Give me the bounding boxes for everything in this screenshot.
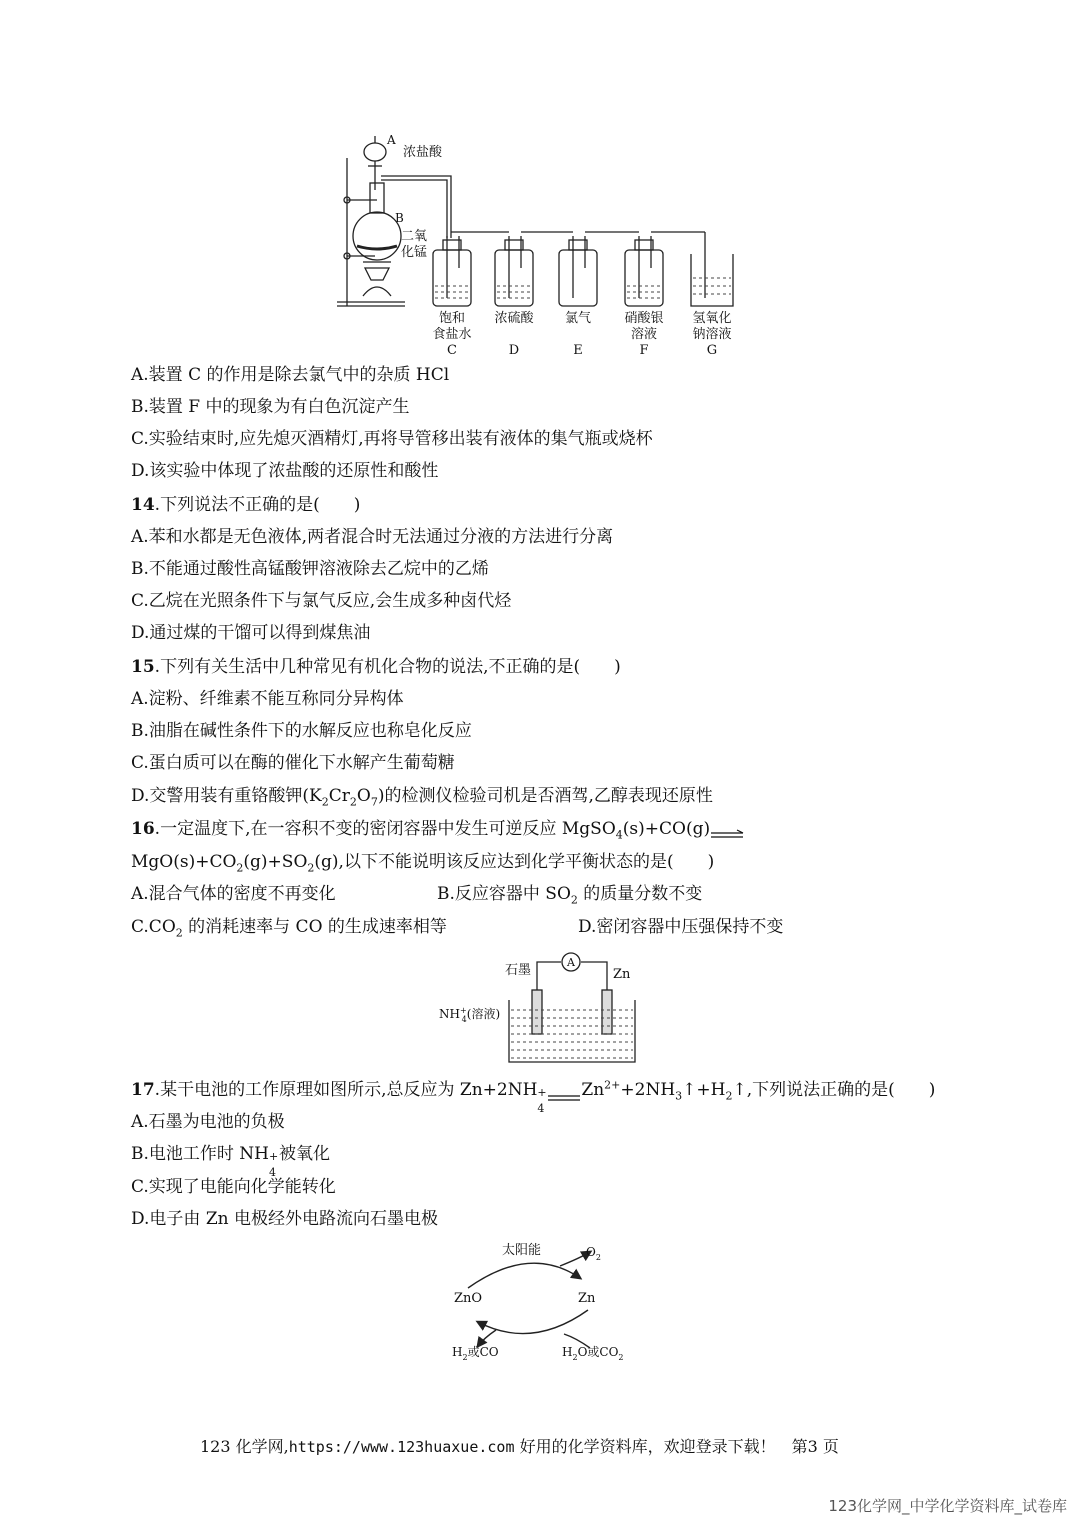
footer-link[interactable]: https://www.123huaxue.com [288,1438,515,1456]
q13-option-d: D.该实验中体现了浓盐酸的还原性和酸性 [131,461,439,481]
ammeter-label: A [567,956,575,969]
beaker-g-letter: G [706,343,718,358]
bottle-e [559,236,597,306]
beaker-g [691,232,733,306]
q13-option-c: C.实验结束时,应先熄灭酒精灯,再将导管移出装有液体的集气瓶或烧杯 [131,429,653,449]
bottle-f-label-2: 溶液 [630,327,658,342]
q15-option-c: C.蛋白质可以在酶的催化下水解产生葡萄糖 [131,753,455,773]
bottle-d [495,236,533,306]
q13-option-a: A.装置 C 的作用是除去氯气中的杂质 HCl [131,365,450,385]
bottle-c-letter: C [447,343,457,358]
bottle-c-label-2: 食盐水 [432,327,472,342]
equilibrium-arrow-icon [710,824,744,836]
label-b: B [395,211,404,225]
q14-option-b: B.不能通过酸性高锰酸钾溶液除去乙烷中的乙烯 [131,559,489,579]
q14-stem: 14.下列说法不正确的是( ) [131,495,361,515]
label-a: A [387,133,396,147]
cell-diagram [437,950,647,1068]
apparatus-diagram [335,128,745,360]
q15-option-a: A.淀粉、纤维素不能互称同分异构体 [131,689,404,709]
q13-option-b: B.装置 F 中的现象为有白色沉淀产生 [131,397,410,417]
apparatus-figure [335,128,745,360]
label-conc-hcl: 浓盐酸 [403,145,443,160]
bottle-f [625,236,663,306]
cycle-diagram [440,1238,640,1362]
bottle-d-letter: D [508,343,520,358]
q17-stem: 17.某干电池的工作原理如图所示,总反应为 Zn+2NH + 4 $Zn^{2+}+2NH_3↑+H_2↑$,下列说法正确的是( ) [131,1078,936,1115]
bottle-f-letter: F [639,343,649,358]
q16-option-b: B.反应容器中 $SO_2$ 的质量分数不变 [437,884,703,907]
q15-option-b: B.油脂在碱性条件下的水解反应也称皂化反应 [131,721,472,741]
q15-stem: 15.下列有关生活中几种常见有机化合物的说法,不正确的是( ) [131,657,621,677]
cell-graphite-label: 石墨 [505,963,532,978]
cell-figure [437,950,647,1068]
q17-option-b: B.电池工作时 NH + 4 被氧化 [131,1144,331,1179]
q16-option-d: D.密闭容器中压强保持不变 [578,917,784,937]
o2-label: $O_2$ [586,1245,601,1262]
zn-label: Zn [578,1291,596,1306]
q14-option-a: A.苯和水都是无色液体,两者混合时无法通过分液的方法进行分离 [131,527,614,547]
q17-option-a: A.石墨为电池的负极 [131,1112,285,1132]
watermark-text: 123化学网_中学化学资料库_试卷库 [828,1497,1067,1515]
bottle-e-label-1: 氯气 [564,311,592,326]
q16-stem-line1: 16.一定温度下,在一容积不变的密闭容器中发生可逆反应 MgSO$_4$(s)+CO(g) [131,817,744,841]
h2-co-label: $H_2$或CO [452,1345,499,1362]
bottle-f-label-1: 硝酸银 [624,311,664,326]
label-mno2-1: 二氧 [401,229,428,244]
beaker-g-label-2: 钠溶液 [692,327,732,342]
cell-solution-label: NH+ 4(溶液) [439,1006,501,1024]
bottle-e-letter: E [573,343,583,358]
h2o-co2-label: $H_2O$或$CO_2$ [562,1345,624,1362]
q14-option-d: D.通过煤的干馏可以得到煤焦油 [131,623,371,643]
cell-zn-label: Zn [613,967,631,982]
page-footer: 123 化学网,https://www.123huaxue.com 好用的化学资料库，欢迎登录下载！ 第3 页 [200,1437,839,1456]
q17-option-d: D.电子由 Zn 电极经外电路流向石墨电极 [131,1209,438,1229]
bottle-c-label-1: 饱和 [438,311,466,326]
beaker-g-label-1: 氢氧化 [692,311,732,326]
q17-option-c: C.实现了电能向化学能转化 [131,1177,336,1197]
q14-option-c: C.乙烷在光照条件下与氯气反应,会生成多种卤代烃 [131,591,512,611]
q16-option-c: $C.CO_2$ 的消耗速率与 CO 的生成速率相等 [131,917,447,940]
zno-label: ZnO [454,1291,483,1306]
solar-label: 太阳能 [502,1243,542,1258]
label-mno2-2: 化锰 [401,245,428,260]
q15-option-d: D.交警用装有重铬酸钾$(K_2Cr_2O_7)$的检测仪检验司机是否酒驾,乙醇表现还原性 [131,786,713,809]
cycle-figure [440,1238,640,1362]
q16-stem-line2: $MgO(s)+CO_2(g)+SO_2(g)$,以下不能说明该反应达到化学平衡状态的是( ) [131,852,715,875]
bottle-c [433,236,471,306]
equals-arrow-icon [547,1086,581,1096]
q16-option-a: A.混合气体的密度不再变化 [131,884,336,904]
bottle-d-label-1: 浓硫酸 [494,311,534,326]
